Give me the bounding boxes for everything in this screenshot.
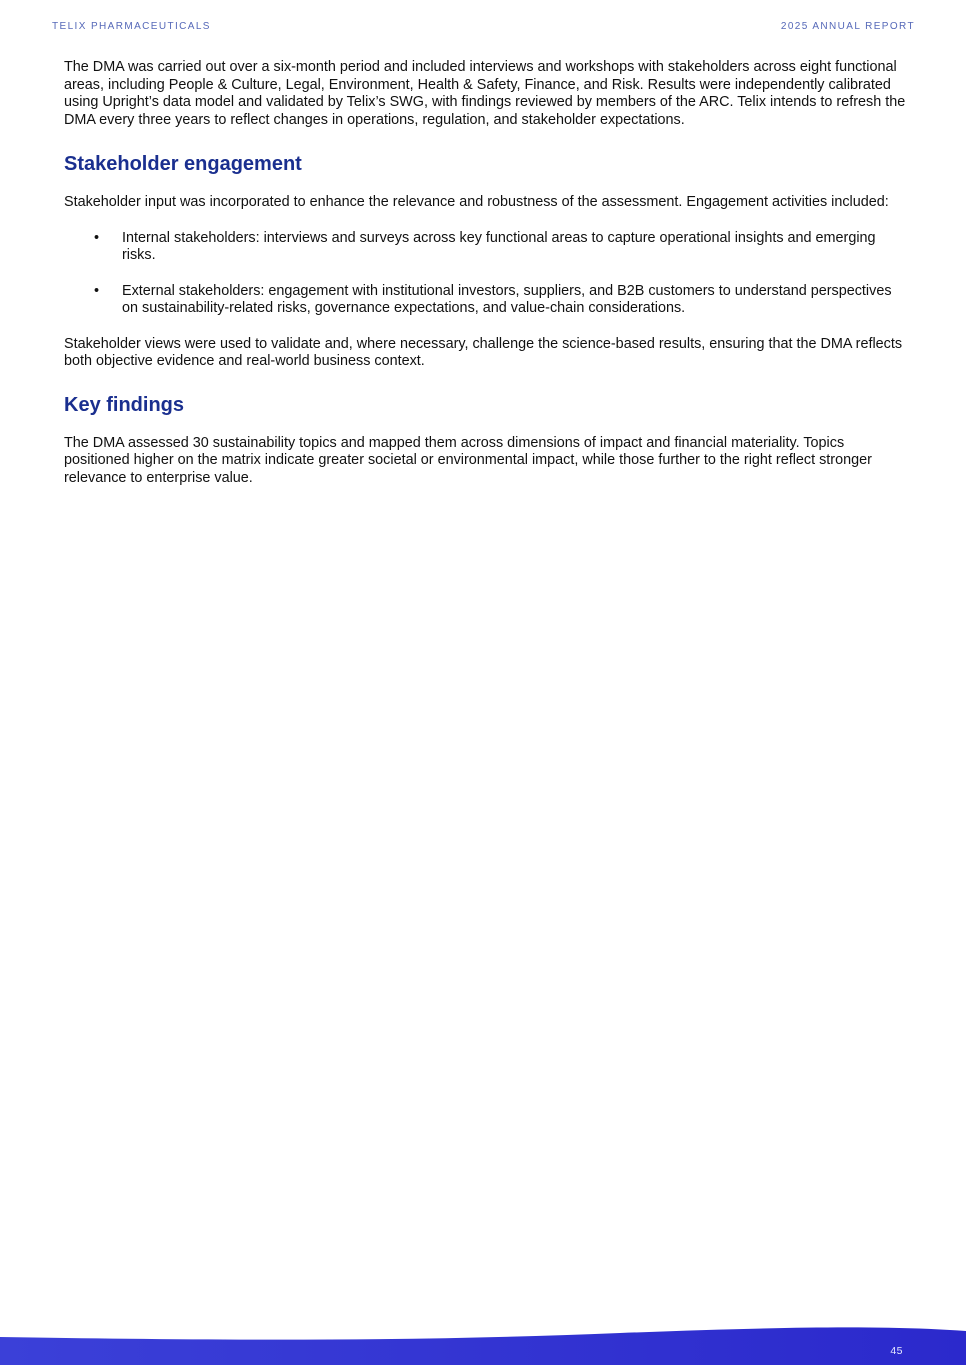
bullet-icon: • [94,229,100,246]
intro-paragraph: The DMA was carried out over a six-month period and included interviews and workshops with stakeholders across eight functional areas, including People & Culture, Legal, Environment, Health & Safety, Finance, and Risk. Results were independently calibrated using Upright’s data model and validated by Telix’s SWG, with findings reviewed by members of the ARC. Telix intends to refresh the DMA every three years to reflect changes in operations, regulation, and stakeholder expectations. [64,59,906,128]
bullet-text-external: External stakeholders: engagement with institutional investors, suppliers, and B2B customers to understand perspectives on sustainability-related risks, governance expectations, and value-chain considerations. [122,282,892,316]
key-findings-heading: Key findings [64,393,185,416]
key-findings-paragraph: The DMA assessed 30 sustainability topics and mapped them across dimensions of impact and financial materiality. Topics positioned higher on the matrix indicate greater societal or environmental impact, while those further to the right reflect stronger relevance to enterprise value. [64,434,872,486]
main-content [64,59,906,487]
bullet-icon: • [94,282,100,299]
report-title: 2025 ANNUAL REPORT [780,21,915,32]
stakeholder-lead-paragraph: Stakeholder input was incorporated to enhance the relevance and robustness of the assessment. Engagement activities included: [64,194,889,210]
list-item [64,230,906,265]
company-name: TELIX PHARMACEUTICALS [52,21,211,32]
stakeholder-heading: Stakeholder engagement [64,153,302,175]
stakeholder-closing-paragraph: Stakeholder views were used to validate and, where necessary, challenge the science-based results, ensuring that the DMA reflects both objective evidence and real-world business context. [64,335,903,369]
stakeholder-bullet-list [64,230,906,318]
bullet-text-internal: Internal stakeholders: interviews and surveys across key functional areas to capture operational insights and emerging risks. [122,229,876,263]
list-item [64,283,906,318]
page-number: 45 [890,1345,903,1357]
footer-wave-decoration [0,1325,966,1365]
page-header [52,21,915,35]
